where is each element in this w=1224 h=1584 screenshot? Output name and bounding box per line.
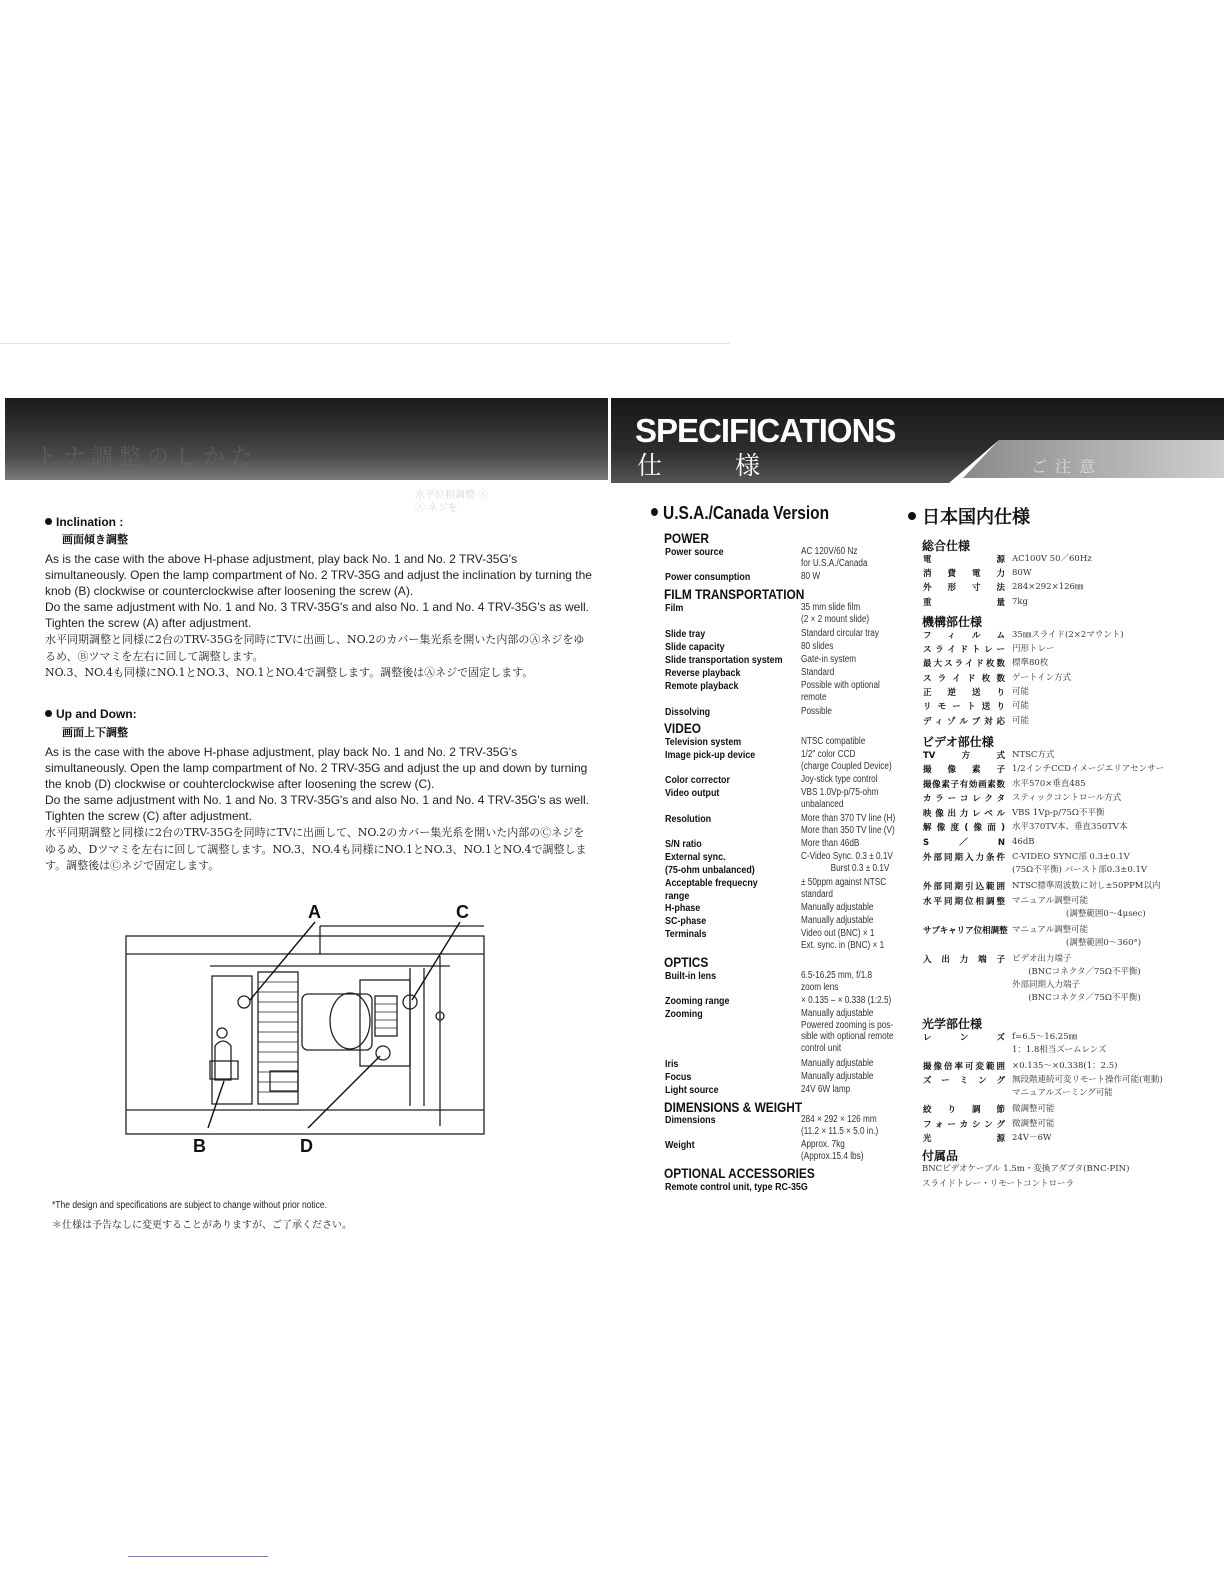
us-spec-label: S/N ratio [665, 838, 702, 850]
bullet-icon [45, 518, 52, 525]
us-spec-value: Manually adjustable [801, 902, 874, 913]
us-spec-label: Zooming [665, 1008, 703, 1020]
jp-spec-label: 消費電力 [923, 569, 1005, 579]
jp-spec-value: 微調整可能 [1012, 1104, 1055, 1114]
jp-category-acc: 付属品 [922, 1149, 959, 1163]
jp-spec-label: 撮像素子 [923, 765, 1005, 775]
jp-spec-value: 284×292×126㎜ [1012, 582, 1084, 592]
us-spec-value: Manually adjustable Powered zooming is pos- sible with optional remote control unit [801, 1008, 894, 1054]
us-spec-label: Image pick-up device [665, 749, 756, 761]
jp-spec-label: 外部同期入力条件 [923, 853, 1005, 863]
us-spec-label: Built-in lens [665, 970, 717, 982]
us-category-acc: OPTIONAL ACCESSORIES [664, 1165, 815, 1181]
us-spec-value: 284 × 292 × 126 mm (11.2 × 11.5 × 5.0 in.) [801, 1114, 879, 1137]
us-spec-label: Slide transportation system [665, 654, 783, 666]
jp-spec-value: マニュアル調整可能 (調整範囲0～360°) [1012, 925, 1142, 948]
jp-spec-label: TV方式 [923, 751, 1005, 761]
jp-accessory-line: スライドトレー・リモートコントローラ [922, 1179, 1075, 1189]
jp-spec-value: AC100V 50／60Hz [1012, 554, 1092, 564]
inclination-title-text: Inclination : [56, 515, 124, 529]
jp-version-heading-text: 日本国内仕様 [922, 507, 1030, 528]
jp-spec-value: 7kg [1012, 597, 1028, 607]
us-spec-value: ± 50ppm against NTSC standard [801, 877, 887, 900]
us-spec-label: H-phase [665, 902, 701, 914]
us-spec-label: Slide capacity [665, 641, 725, 653]
us-spec-label: Slide tray [665, 628, 706, 640]
jp-spec-label: ディゾルブ対応 [923, 717, 1005, 727]
us-spec-label: Power source [665, 546, 724, 558]
us-spec-value: 80 slides [801, 641, 834, 652]
us-category-film: FILM TRANSPORTATION [664, 586, 805, 602]
us-spec-label: Television system [665, 736, 742, 748]
jp-spec-label: スライドトレー [923, 645, 1005, 655]
us-spec-label: Light source [665, 1084, 719, 1096]
jp-accessory-line: BNCビデオケーブル 1.5m・変換アダプタ(BNC-PIN) [922, 1164, 1130, 1174]
us-spec-value: Standard circular tray [801, 628, 879, 639]
jp-spec-label: レンズ [923, 1033, 1005, 1043]
us-spec-label: Weight [665, 1139, 695, 1151]
us-spec-label: Acceptable frequecny range [665, 877, 758, 902]
jp-spec-value: 24V－6W [1012, 1133, 1052, 1143]
jp-spec-label: カラーコレクタ [923, 794, 1005, 804]
us-spec-label: Video output [665, 787, 720, 799]
jp-spec-value: 可能 [1012, 701, 1030, 711]
specifications-title: SPECIFICATIONS [635, 412, 896, 449]
jp-spec-label: 光源 [923, 1134, 1005, 1144]
us-category-dims: DIMENSIONS & WEIGHT [664, 1099, 803, 1115]
us-spec-value: × 0.135 – × 0.338 (1:2.5) [801, 995, 892, 1006]
updown-title [45, 707, 137, 721]
jp-spec-label: 解像度(像面) [923, 823, 1005, 833]
jp-spec-value: C-VIDEO SYNC部 0.3±0.1V (75Ω不平衡) バースト部0.3±0.1V [1012, 852, 1148, 875]
us-category-power: POWER [664, 530, 709, 546]
jp-spec-value: 水平570×垂直485 [1012, 779, 1086, 789]
us-spec-value: AC 120V/60 Nz for U.S.A./Canada [801, 546, 868, 569]
jp-spec-value: 35㎜スライド(2×2マウント) [1012, 630, 1124, 640]
updown-text-jp: 水平同期調整と同様に2台のTRV-35Gを同時にTVに出画して、NO.2のカバー集光系を開いた内部のⒸネジをゆるめ、Dツマミを左右に回して調整します。NO.3、NO.4も同様にNO.1とNO.3、NO.1とNO.4で調整します。調整後はⒸネジで固定します。 [45, 826, 587, 872]
jp-spec-label: 重量 [923, 598, 1005, 608]
us-spec-value: Joy-stick type control [801, 774, 878, 785]
bullet-icon [908, 512, 916, 520]
jp-spec-value: 標準80枚 [1012, 658, 1049, 668]
jp-spec-label: フィルム [923, 631, 1005, 641]
jp-spec-value: 46dB [1012, 837, 1035, 847]
updown-title-jp: 画面上下調整 [62, 726, 128, 739]
inclination-title-jp: 画面傾き調整 [62, 533, 128, 546]
jp-spec-label: 入出力端子 [923, 955, 1005, 965]
inclination-title [45, 515, 123, 529]
jp-spec-label: 最大スライド枚数 [923, 659, 1005, 669]
inclination-text-en: As is the case with the above H-phase adjustment, play back No. 1 and No. 2 TRV-35G's simultaneously. Open the lamp compartment of No. 2 TRV-35G and adjust the inclination by turning the knob (B) clockwise or counterclockwise after loosening the screw (A). Do the same adjustment with No. 1 and No. 3 TRV-35G's and also No. 1 and No. 4 TRV-35G's as well. Tighten the screw (A) after adjustment. [45, 552, 592, 630]
us-spec-label: Reverse playback [665, 667, 741, 679]
us-spec-label: Terminals [665, 928, 707, 940]
us-spec-value: Approx. 7kg (Approx.15.4 lbs) [801, 1139, 864, 1162]
us-spec-label: Iris [665, 1058, 679, 1070]
jp-spec-label: 撮像倍率可変範囲 [923, 1062, 1005, 1072]
jp-spec-value: 微調整可能 [1012, 1119, 1055, 1129]
jp-spec-value: 可能 [1012, 716, 1030, 726]
us-spec-value: Manually adjustable [801, 915, 874, 926]
jp-category-mech: 機構部仕様 [922, 615, 983, 629]
us-version-heading [651, 503, 829, 524]
us-spec-label: Dissolving [665, 706, 711, 718]
us-spec-label: Dimensions [665, 1114, 716, 1126]
mechanism-drawing [120, 896, 490, 1166]
us-spec-value: More than 370 TV line (H) More than 350 TV line (V) [801, 813, 896, 836]
jp-spec-value: f=6.5～16.25㎜ 1：1.8相当ズームレンズ [1012, 1032, 1107, 1055]
bullet-icon [45, 710, 52, 717]
us-spec-value: Possible [801, 706, 833, 717]
header-ghost-right: ご注意 [1031, 457, 1104, 476]
specifications-title-jp: 仕 様 [637, 451, 785, 480]
label-b: B [193, 1136, 206, 1156]
us-spec-value: 80 W [801, 571, 821, 582]
us-spec-value: VBS 1.0Vp-p/75-ohm unbalanced [801, 787, 879, 810]
ghost-text-1: 水平位相調整 Ⓐ [415, 490, 488, 501]
us-spec-value: NTSC compatible [801, 736, 866, 747]
jp-category-general: 総合仕様 [922, 539, 971, 553]
jp-spec-value: 80W [1012, 568, 1032, 578]
us-spec-value: 1/2" color CCD (charge Coupled Device) [801, 749, 892, 772]
us-spec-value: Manually adjustable [801, 1071, 874, 1082]
jp-spec-label: スライド枚数 [923, 674, 1005, 684]
header-ghost-text: トナ調整のしかた [35, 445, 260, 470]
label-a: A [308, 902, 321, 922]
jp-spec-value: スティックコントロール方式 [1012, 793, 1122, 803]
jp-category-optics: 光学部仕様 [922, 1017, 983, 1031]
inclination-text-jp: 水平同期調整と同様に2台のTRV-35Gを同時にTVに出画し、NO.2のカバー集光系を開いた内部のⒶネジをゆるめ、Ⓑツマミを左右に回して調整します。 NO.3、NO.4も同様にNO.1とNO.3、NO.1とNO.4で調整します。調整後はⒶネジで固定します。 [45, 633, 585, 679]
jp-spec-value: 可能 [1012, 687, 1030, 697]
jp-spec-label: 電源 [923, 555, 1005, 565]
jp-spec-label: フォーカシング [923, 1120, 1005, 1130]
jp-spec-label: 映像出力レベル [923, 809, 1005, 819]
us-spec-label: Power consumption [665, 571, 751, 583]
jp-spec-value: ビデオ出力端子 (BNCコネクタ／75Ω不平衡) 外部同期入力端子 (BNCコネクタ／75Ω不平衡) [1012, 954, 1141, 1003]
label-c: C [456, 902, 469, 922]
jp-version-heading [908, 503, 1030, 529]
jp-spec-label: 外部同期引込範囲 [923, 882, 1005, 892]
jp-spec-value: 1/2インチCCDイメージエリアセンサー [1012, 764, 1165, 774]
us-spec-label: Resolution [665, 813, 712, 825]
us-spec-label: External sync. (75-ohm unbalanced) [665, 851, 755, 876]
label-d: D [300, 1136, 313, 1156]
us-spec-label: Remote playback [665, 680, 739, 692]
us-spec-value: Gate-in system [801, 654, 857, 665]
adjustment-diagram [120, 896, 490, 1166]
jp-spec-value: 円形トレー [1012, 644, 1055, 654]
jp-spec-label: リモート送り [923, 702, 1005, 712]
jp-spec-value: VBS 1Vp-p/75Ω不平衡 [1012, 808, 1105, 818]
ghost-text-2: Ⓐ ネジを [415, 503, 458, 514]
us-spec-label: SC-phase [665, 915, 707, 927]
jp-spec-label: 正逆送り [923, 688, 1005, 698]
us-category-optics: OPTICS [664, 954, 709, 970]
us-spec-label: Zooming range [665, 995, 730, 1007]
jp-spec-label: ズーミング [923, 1076, 1005, 1086]
us-spec-value: More than 46dB [801, 838, 860, 849]
jp-spec-value: NTSC標準周波数に対し±50PPM以内 [1012, 881, 1161, 891]
us-spec-label: Focus [665, 1071, 692, 1083]
us-spec-value: Manually adjustable [801, 1058, 874, 1069]
us-spec-label: Color corrector [665, 774, 730, 786]
jp-spec-value: 水平370TV本、垂直350TV本 [1012, 822, 1128, 832]
us-spec-label: Remote control unit, type RC-35G [665, 1181, 808, 1193]
specifications-header [611, 398, 1224, 483]
jp-spec-value: ゲートイン方式 [1012, 673, 1072, 683]
us-spec-value: 6.5-16.25 mm, f/1.8 zoom lens [801, 970, 873, 993]
us-spec-value: 35 mm slide film (2 × 2 mount slide) [801, 602, 870, 625]
jp-spec-value: ×0.135～×0.338(1：2.5) [1012, 1061, 1118, 1071]
updown-title-text: Up and Down: [56, 707, 137, 721]
us-version-heading-text: U.S.A./Canada Version [663, 503, 830, 523]
jp-spec-label: サブキャリア位相調整 [923, 926, 1008, 936]
jp-spec-label: 絞り調節 [923, 1105, 1005, 1115]
footnote-jp: ＊仕様は予告なしに変更することがありますが、ご了承ください。 [52, 1220, 352, 1231]
us-spec-value: 24V 6W lamp [801, 1084, 851, 1095]
us-spec-label: Film [665, 602, 684, 614]
jp-spec-value: マニュアル調整可能 (調整範囲0～4μsec) [1012, 896, 1146, 919]
jp-spec-label: 外形寸法 [923, 583, 1005, 593]
jp-spec-value: 無段階連続可変リモート操作可能(電動) マニュアルズーミング可能 [1012, 1075, 1163, 1098]
bullet-icon [651, 508, 658, 516]
footnote-en: *The design and specifications are subject to change without prior notice. [52, 1200, 328, 1211]
jp-spec-label: S／N [923, 838, 1005, 848]
us-spec-value: Possible with optional remote [801, 680, 880, 703]
jp-spec-value: NTSC方式 [1012, 750, 1055, 760]
left-header-band [5, 398, 608, 480]
updown-text-en: As is the case with the above H-phase adjustment, play back No. 1 and No. 2 TRV-35G's simultaneously. Open the lamp compartment of No. 2 TRV-35G and adjust the up and down by turning the knob (D) clockwise or couhterclockwise after loosening the screw (C). Do the same adjustment with No. 1 and No. 3 TRV-35G's and also No. 1 and No. 4 TRV-35G's as well. Tighten the screw (C) after adjustment. [45, 745, 589, 823]
us-spec-value: Video out (BNC) × 1 Ext. sync. in (BNC) × 1 [801, 928, 885, 951]
jp-spec-label: 水平同期位相調整 [923, 897, 1005, 907]
page-bottom-rule [128, 1556, 268, 1557]
us-spec-value: C-Video Sync. 0.3 ± 0.1V Burst 0.3 ± 0.1V [801, 851, 893, 874]
jp-spec-label: 撮像素子有効画素数 [923, 780, 1005, 790]
us-spec-value: Standard [801, 667, 835, 678]
us-category-video: VIDEO [664, 720, 702, 736]
page-top-rule [0, 343, 730, 344]
jp-category-video: ビデオ部仕様 [922, 735, 994, 749]
